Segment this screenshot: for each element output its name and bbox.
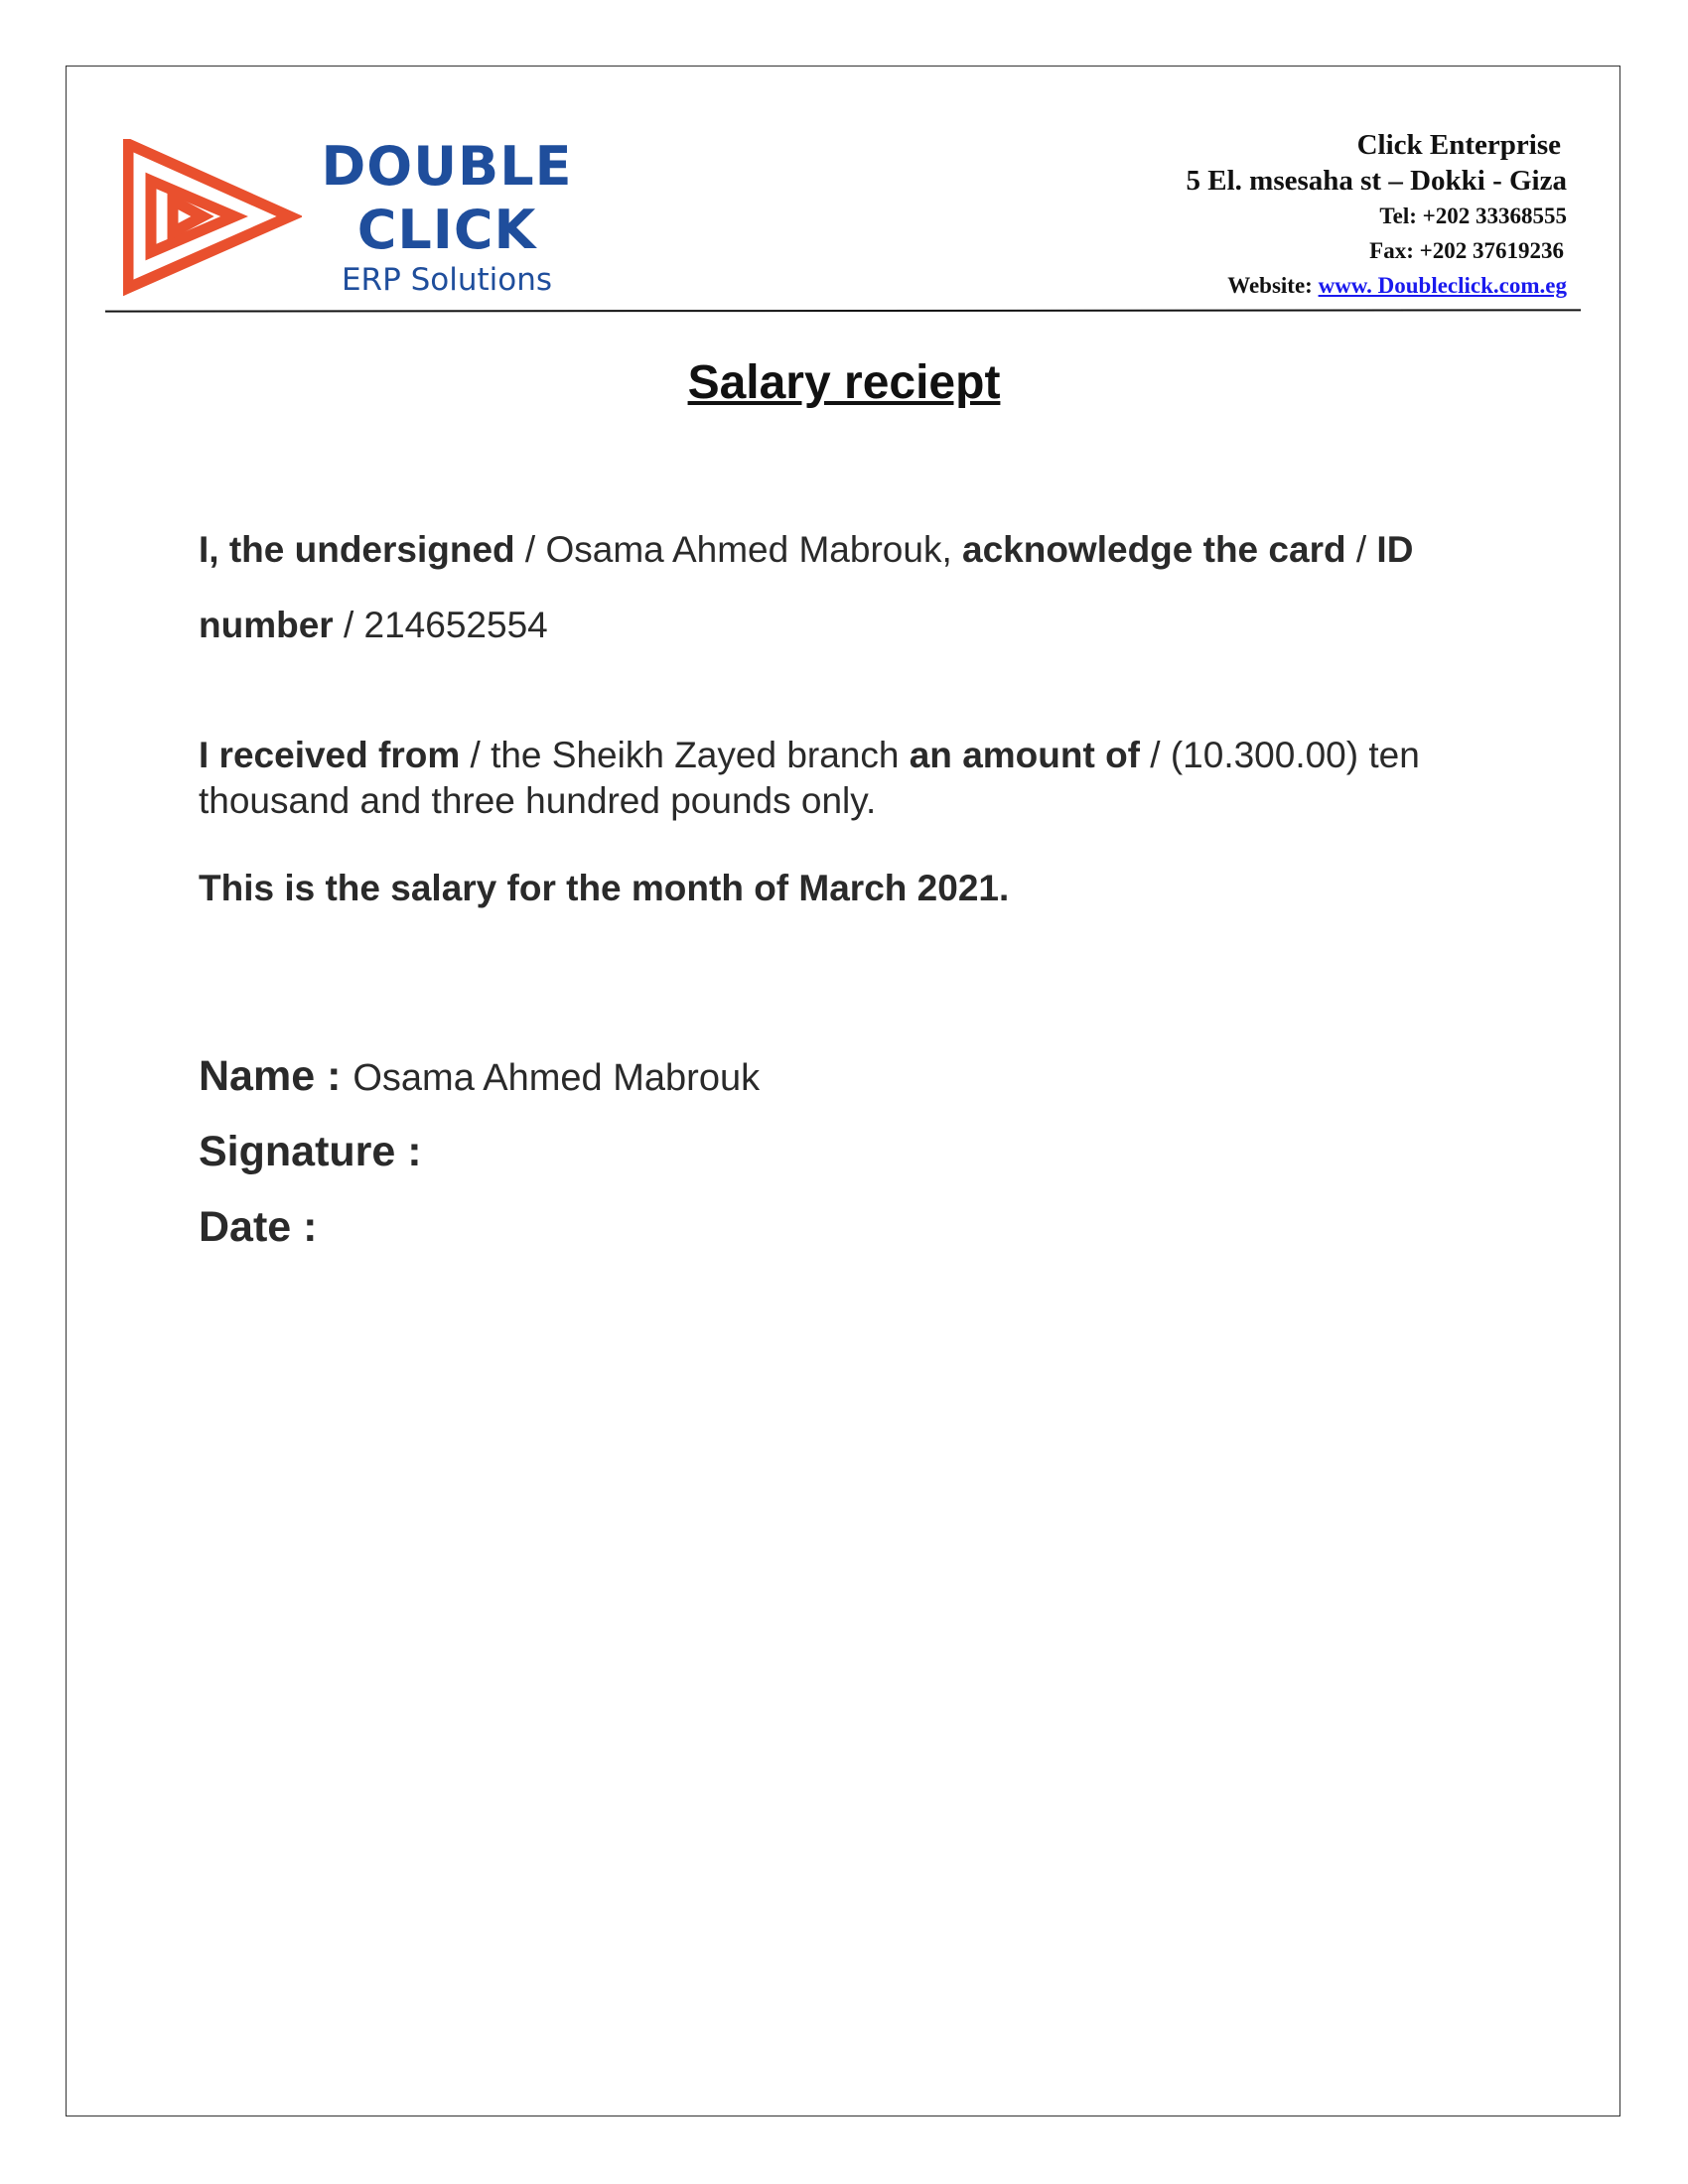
company-logo	[123, 135, 573, 298]
date-field	[199, 1203, 317, 1252]
id-number-label: ID number	[199, 529, 1414, 645]
amount-value: / (10.300.00) ten thousand and three hundred pounds only.	[199, 735, 1420, 821]
id-number-value: / 214652554	[333, 605, 548, 645]
fax-label: Fax:	[1369, 238, 1414, 263]
company-tel	[1187, 199, 1567, 233]
employee-name-text: / Osama Ahmed Mabrouk,	[514, 529, 962, 570]
amount-paragraph	[199, 733, 1509, 824]
acknowledge-label: acknowledge the card	[962, 529, 1346, 570]
amount-label: an amount of	[909, 735, 1140, 775]
website-link[interactable]: www. Doubleclick.com.eg	[1318, 273, 1567, 298]
branch-text: / the Sheikh Zayed branch	[460, 735, 910, 775]
undersigned-label: I, the undersigned	[199, 529, 515, 570]
website-label: Website:	[1227, 273, 1313, 298]
name-value: Osama Ahmed Mabrouk	[352, 1057, 761, 1099]
name-field	[199, 1052, 760, 1101]
date-label: Date :	[199, 1203, 318, 1251]
signature-field	[199, 1128, 422, 1176]
company-address: 5 El. msesaha st – Dokki - Giza	[1186, 165, 1567, 197]
salary-month-statement: This is the salary for the month of March 2021.	[199, 868, 1010, 908]
fax-value: +202 37619236	[1419, 238, 1564, 263]
company-info	[1187, 127, 1567, 303]
name-label: Name :	[199, 1052, 353, 1100]
triple-triangle-play-icon	[123, 139, 302, 298]
company-name: Click Enterprise	[1356, 129, 1561, 161]
logo-word-double: DOUBLE	[321, 135, 573, 198]
signature-label: Signature :	[199, 1128, 422, 1175]
company-website	[1187, 268, 1567, 303]
separator-text: /	[1345, 529, 1377, 570]
logo-tagline: ERP Solutions	[341, 262, 553, 298]
tel-label: Tel:	[1379, 204, 1417, 228]
page-title: Salary reciept	[687, 356, 1001, 409]
company-fax	[1187, 233, 1564, 268]
tel-value: +202 33368555	[1422, 204, 1567, 228]
logo-word-click: CLICK	[356, 199, 537, 261]
received-from-label: I received from	[199, 735, 461, 775]
acknowledgement-paragraph	[199, 512, 1509, 663]
